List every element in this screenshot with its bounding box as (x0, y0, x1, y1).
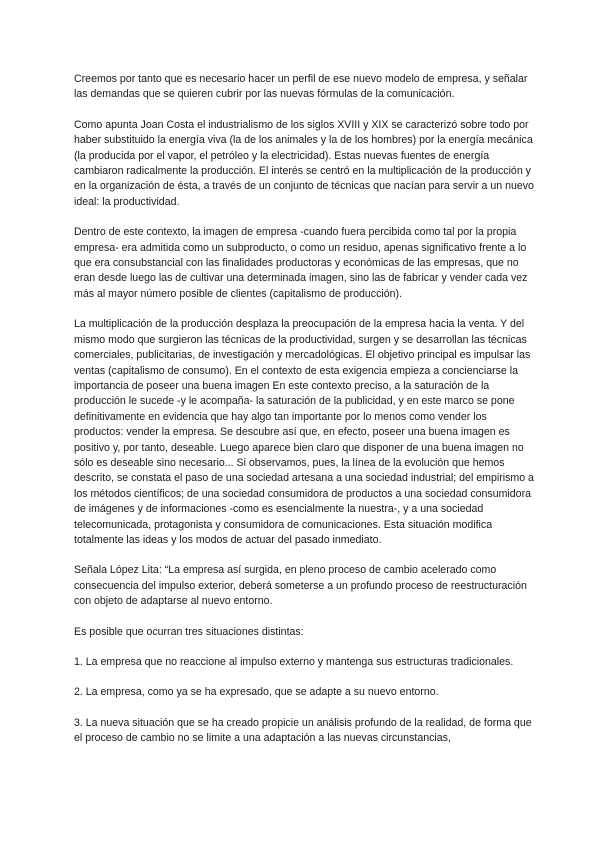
paragraph-joan-costa: Como apunta Joan Costa el industrialismo de los siglos XVIII y XIX se caracterizó sobre todo por haber substituido la energía viva (la de los animales y la de los hombres) por la energía mecánica (la producida por el vapor, el petróleo y la electricidad). Estas nuevas fuentes de energía cambiaron radicalmente la producción. El interés se centró en la multiplicación de la producción y en la organización de ésta, a través de un conjunto de técnicas que nacían para servir a un nuevo ideal: la productividad. (74, 118, 534, 208)
list-item-situacion-3: 3. La nueva situación que se ha creado propicie un análisis profundo de la realidad, de forma que el proceso de cambio no se limite a una adaptación a las nuevas circunstancias, (74, 716, 532, 745)
paragraph-intro: Creemos por tanto que es necesario hacer un perfil de ese nuevo modelo de empresa, y señalar las demandas que se quieren cubrir por las nuevas fórmulas de la comunicación. (74, 73, 528, 101)
list-item-situacion-2: 2. La empresa, como ya se ha expresado, que se adapte a su nuevo entorno. (74, 686, 439, 699)
paragraph-tres-situaciones: Es posible que ocurran tres situaciones distintas: (74, 625, 304, 638)
list-item-situacion-1: 1. La empresa que no reaccione al impulso externo y mantenga sus estructuras tradicionales. (74, 656, 514, 668)
paragraph-lopez-lita: Señala López Lita: “La empresa así surgida, en pleno proceso de cambio acelerado como consecuencia del impulso exterior, deberá someterse a un profundo proceso de reestructuración con objeto de adaptarse al nuevo entorno. (74, 564, 527, 608)
paragraph-multiplicacion: La multiplicación de la producción desplaza la preocupación de la empresa hacia la venta. Y del mismo modo que surgieron las técnicas de la productividad, surgen y se desarrollan las técnicas comerciales, publicitarias, de investigación y mercadológicas. El objetivo principal es impulsar las ventas (capitalismo de consumo). En el contexto de esta exigencia empieza a concienciarse la importancia de poseer una buena imagen En este contexto preciso, a la saturación de la producción le sucede -y le acompaña- la saturación de la publicidad, y en este marco se pone definitivamente en evidencia que hay algo tan importante por lo menos como vender los productos: vender la empresa. Se descubre así que, en efecto, poseer una buena imagen es positivo y, por tanto, deseable. Luego aparece bien claro que disponer de una buena imagen no sólo es deseable sino necesario... Si observamos, pues, la línea de la evolución que hemos descrito, se constata el paso de una sociedad artesana a una sociedad industrial; del empirismo a los métodos científicos; de una sociedad consumidora de productos a una sociedad consumidora de imágenes y de informaciones -como es esencialmente la nuestra-, y a una sociedad telecomunicada, protagonista y consumidora de comunicaciones. Esta situación modifica totalmente las ideas y los modos de actuar del pasado inmediato. (74, 318, 534, 546)
document-body (74, 72, 534, 762)
paragraph-imagen-empresa: Dentro de este contexto, la imagen de empresa -cuando fuera percibida como tal por la propia empresa- era admitida como un subproducto, o como un residuo, apenas significativo frente a lo que era consubstancial con las finalidades productoras y económicas de las empresas, que no eran desde luego las de cultivar una determinada imagen, sino las de fabricar y vender cada vez más al mayor número posible de clientes (capitalismo de producción). (74, 226, 528, 300)
